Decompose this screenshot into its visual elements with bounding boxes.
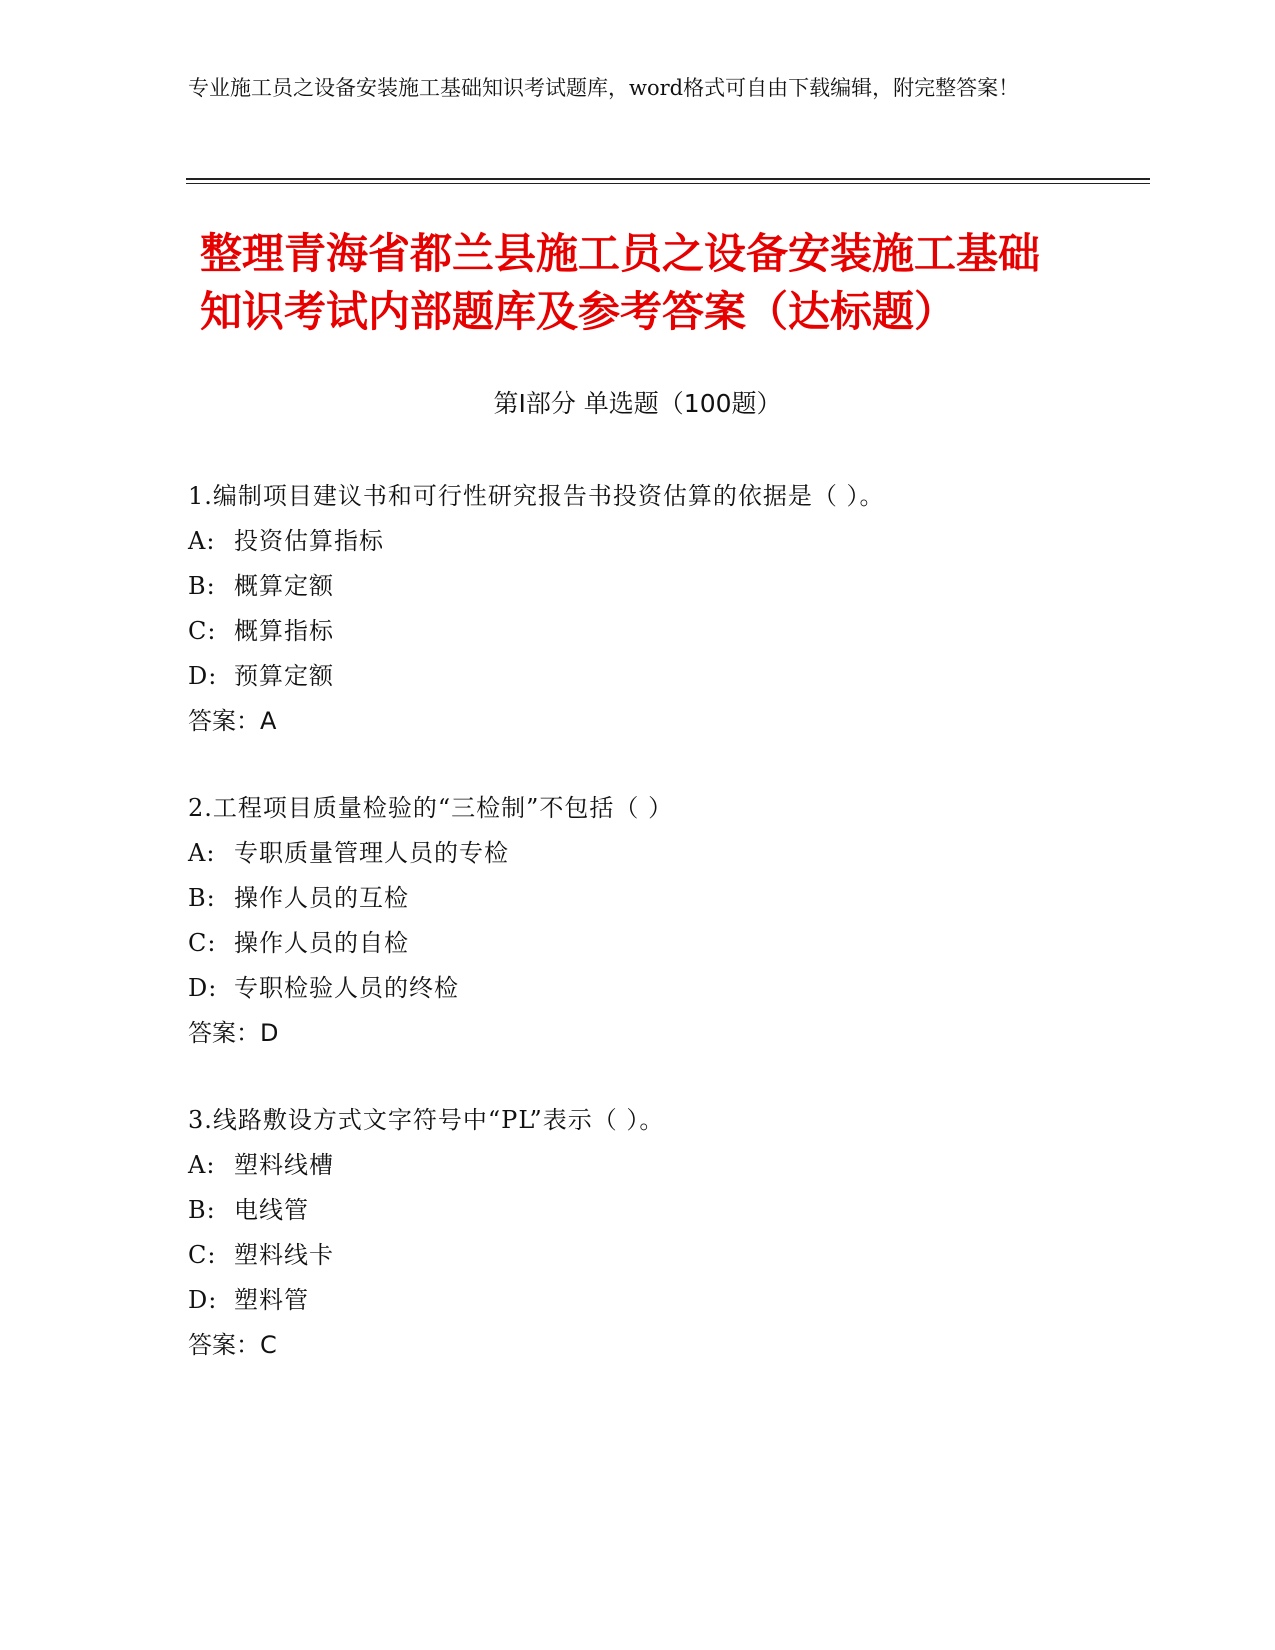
section-title: 第Ⅰ部分 单选题（100题） [493,389,782,418]
option-letter: A: [188,1151,216,1179]
option-text: 电线管 [234,1196,309,1224]
option-b [188,1188,1128,1233]
answer-label: 答案： [188,1331,260,1359]
option-b [188,564,1128,609]
answer-line [188,1323,1128,1368]
option-letter: B: [188,1196,216,1224]
option-c [188,609,1128,654]
question-list [188,474,1128,1410]
option-letter: B: [188,572,216,600]
option-text: 塑料线卡 [234,1241,334,1269]
option-text: 概算定额 [234,572,334,600]
question-item [188,786,1128,1056]
option-text: 操作人员的互检 [234,884,409,912]
option-text: 塑料线槽 [234,1151,334,1179]
header-divider-thick [186,178,1150,180]
option-d [188,1278,1128,1323]
question-text: 1.编制项目建议书和可行性研究报告书投资估算的依据是（ ）。 [188,482,885,510]
question-text: 2.工程项目质量检验的“三检制”不包括（ ） [188,794,674,822]
header-note: 专业施工员之设备安装施工基础知识考试题库，word格式可自由下载编辑，附完整答案！ [188,76,1020,100]
question-item [188,1098,1128,1368]
option-text: 操作人员的自检 [234,929,409,957]
answer-label: 答案： [188,707,260,735]
question-item [188,474,1128,744]
option-letter: B: [188,884,216,912]
document-title: 整理青海省都兰县施工员之设备安装施工基础知识考试内部题库及参考答案（达标题） [200,229,1041,336]
option-b [188,876,1128,921]
option-d [188,966,1128,1011]
option-c [188,1233,1128,1278]
option-letter: D: [188,662,218,690]
option-c [188,921,1128,966]
option-letter: C: [188,1241,217,1269]
option-letter: C: [188,929,217,957]
option-text: 概算指标 [234,617,334,645]
answer-line [188,1011,1128,1056]
option-a [188,1143,1128,1188]
option-text: 专职检验人员的终检 [234,974,459,1002]
option-letter: A: [188,527,216,555]
option-letter: D: [188,1286,218,1314]
question-text: 3.线路敷设方式文字符号中“PL”表示（ ）。 [188,1106,665,1134]
option-text: 塑料管 [234,1286,309,1314]
answer-value: C [260,1331,277,1359]
option-d [188,654,1128,699]
answer-line [188,699,1128,744]
answer-label: 答案： [188,1019,260,1047]
option-text: 专职质量管理人员的专检 [234,839,509,867]
answer-value: D [260,1019,279,1047]
option-letter: C: [188,617,217,645]
option-text: 投资估算指标 [234,527,384,555]
option-letter: D: [188,974,218,1002]
option-letter: A: [188,839,216,867]
answer-value: A [260,707,277,735]
header-divider-thin [186,183,1150,184]
option-a [188,831,1128,876]
option-text: 预算定额 [234,662,334,690]
option-a [188,519,1128,564]
